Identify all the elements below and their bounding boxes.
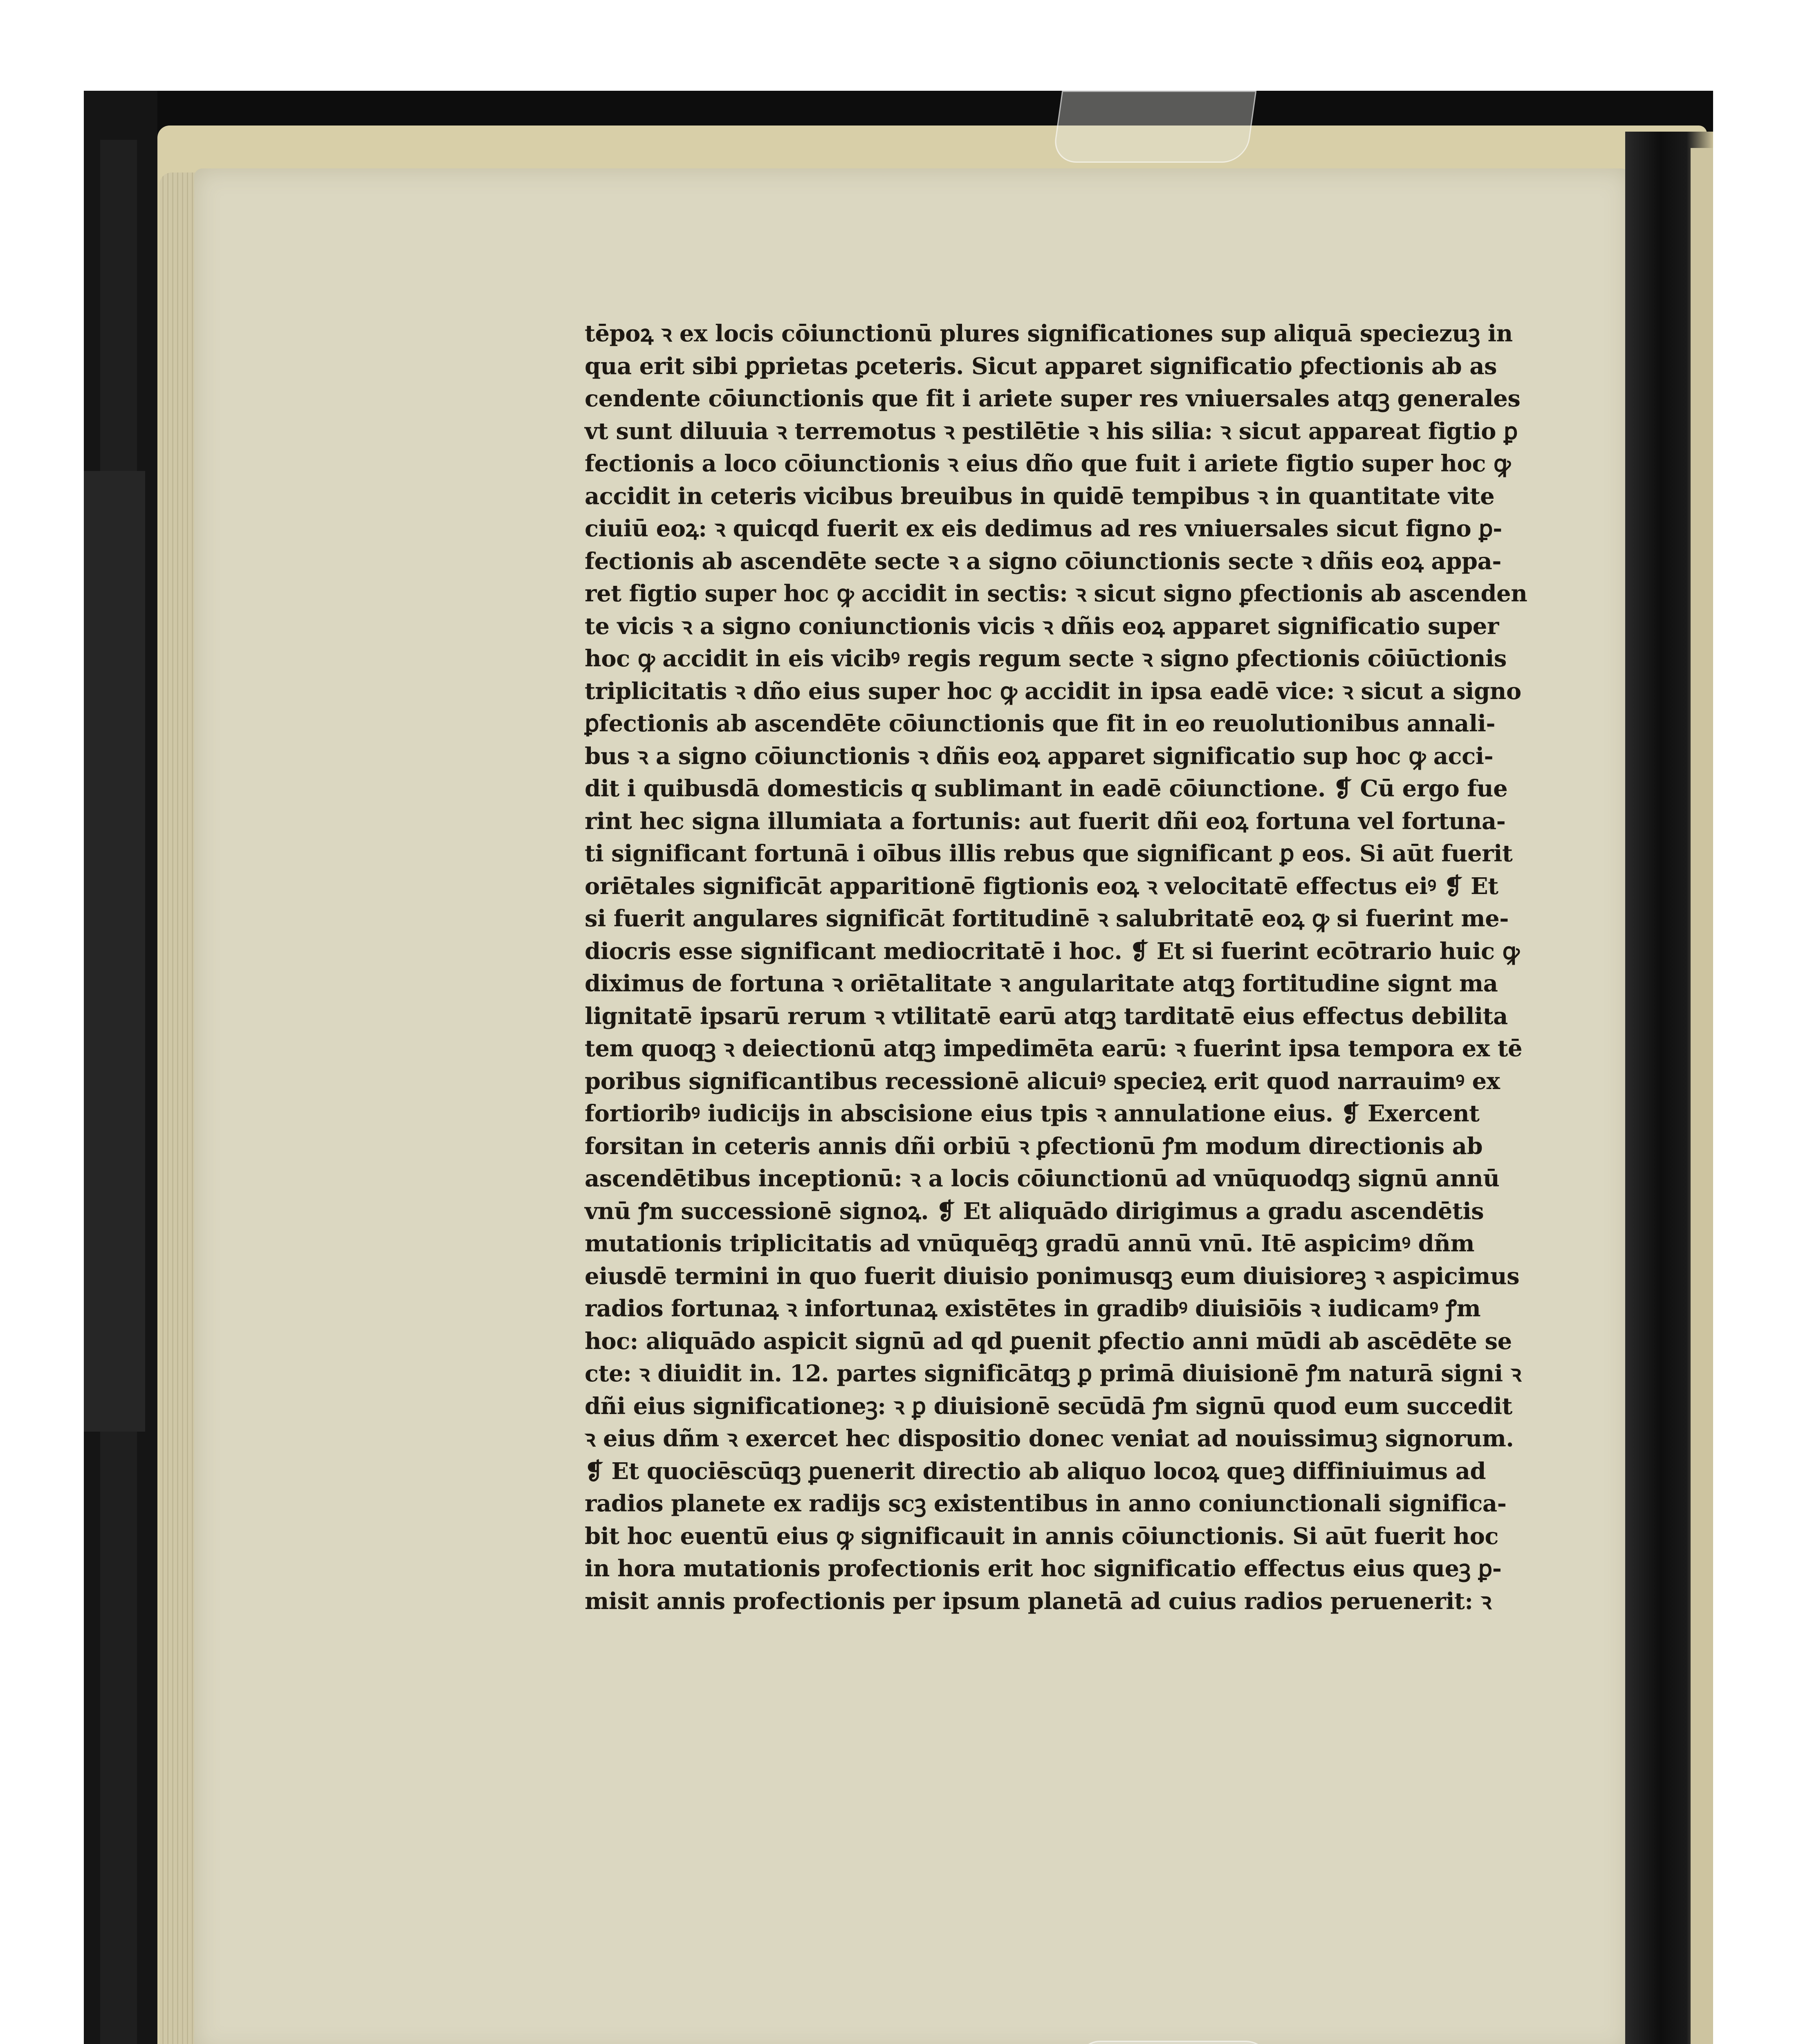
text-line: accidit in ceteris vicibus breuibus in quidē tempibus ꝛ in quantitate vite — [585, 482, 1495, 510]
text-line: bit hoc euentū eius ꝙ significauit in annis cōiunctionis. Si aūt fuerit hoc — [585, 1522, 1499, 1550]
text-line: rint hec signa illumiata a fortunis: aut fuerit dñi eoꝝ fortuna vel fortuna- — [585, 807, 1506, 835]
text-line: vt sunt diluuia ꝛ terremotus ꝛ pestilētie ꝛ his silia: ꝛ sicut appareat figtio ꝑ — [585, 417, 1518, 445]
text-line: in hora mutationis profectionis erit hoc significatio effectus eius queꝫ ꝑ- — [585, 1555, 1502, 1582]
text-line: ciuiū eoꝝ: ꝛ quicqd fuerit ex eis dedimus ad res vniuersales sicut figno ꝑ- — [585, 515, 1502, 542]
text-line: hoc ꝙ accidit in eis vicibꝰ regis regum secte ꝛ signo ꝑfectionis cōiūctionis — [585, 645, 1507, 672]
text-line: triplicitatis ꝛ dño eius super hoc ꝙ accidit in ipsa eadē vice: ꝛ sicut a signo — [585, 677, 1521, 705]
text-line: si fuerit angulares significāt fortitudinē ꝛ salubritatē eoꝝ ꝙ si fuerint me- — [585, 905, 1509, 932]
printed-text-block — [585, 318, 1633, 1618]
text-line: radios planete ex radijs scꝫ existentibus in anno coniunctionali significa- — [585, 1490, 1507, 1517]
text-line: vnū ꝭm successionē signoꝝ. ❡ Et aliquādo dirigimus a gradu ascendētis — [585, 1197, 1484, 1225]
text-line: ascendētibus inceptionū: ꝛ a locis cōiunctionū ad vnūquodqꝫ signū annū — [585, 1165, 1500, 1192]
text-line: fortioribꝰ iudicijs in abscisione eius tpis ꝛ annulatione eius. ❡ Exercent — [585, 1100, 1480, 1127]
text-line: hoc: aliquādo aspicit signū ad qd ꝑuenit ꝑfectio anni mūdi ab ascēdēte se — [585, 1327, 1512, 1355]
text-line: dit i quibusdā domesticis q sublimant in eadē cōiunctione. ❡ Cū ergo fue — [585, 775, 1508, 802]
text-line: fectionis ab ascendēte secte ꝛ a signo cōiunctionis secte ꝛ dñis eoꝝ appa- — [585, 547, 1502, 575]
text-line: ❡ Et quociēscūqꝫ ꝑuenerit directio ab aliquo locoꝝ queꝫ diffiniuimus ad — [585, 1457, 1486, 1485]
text-line: cendente cōiunctionis que fit i ariete super res vniuersales atqꝫ generales — [585, 385, 1521, 412]
text-line: cte: ꝛ diuidit in. 12. partes significātqꝫ ꝑ primā diuisionē ꝭm naturā signi ꝛ — [585, 1360, 1521, 1387]
text-line: bus ꝛ a signo cōiunctionis ꝛ dñis eoꝝ apparet significatio sup hoc ꝙ acci- — [585, 742, 1494, 770]
text-line: ret figtio super hoc ꝙ accidit in sectis: ꝛ sicut signo ꝑfectionis ab ascenden — [585, 580, 1527, 607]
text-line: qua erit sibi ꝑprietas ꝑceteris. Sicut apparet significatio ꝑfectionis ab as — [585, 352, 1497, 380]
text-line: radios fortunaꝝ ꝛ infortunaꝝ existētes in gradibꝰ diuisiōis ꝛ iudicamꝰ ꝭm — [585, 1295, 1481, 1322]
text-line: ꝛ eius dñm ꝛ exercet hec dispositio donec veniat ad nouissimuꝫ signorum. — [585, 1425, 1514, 1452]
text-line: tem quoqꝫ ꝛ deiectionū atqꝫ impedimēta earū: ꝛ fuerint ipsa tempora ex tē — [585, 1035, 1523, 1062]
text-line: ti significant fortunā i oībus illis rebus que significant ꝑ eos. Si aūt fuerit — [585, 840, 1513, 867]
text-line: mutationis triplicitatis ad vnūquēqꝫ gradū annū vnū. Itē aspicimꝰ dñm — [585, 1230, 1475, 1257]
scan-frame — [84, 91, 1713, 2044]
text-line: eiusdē termini in quo fuerit diuisio ponimusqꝫ eum diuisioreꝫ ꝛ aspicimus — [585, 1262, 1520, 1290]
text-line: fectionis a loco cōiunctionis ꝛ eius dño que fuit i ariete figtio super hoc ꝙ — [585, 450, 1511, 477]
text-line: diocris esse significant mediocritatē i hoc. ❡ Et si fuerint ecōtrario huic ꝙ — [585, 937, 1520, 965]
text-line: te vicis ꝛ a signo coniunctionis vicis ꝛ dñis eoꝝ apparet significatio super — [585, 612, 1499, 640]
text-line: tēpoꝝ ꝛ ex locis cōiunctionū plures significationes sup aliquā speciezuꝫ in — [585, 320, 1513, 347]
text-line: oriētales significāt apparitionē figtionis eoꝝ ꝛ velocitatē effectus eiꝰ ❡ Et — [585, 872, 1498, 900]
text-line: dñi eius significationeꝫ: ꝛ ꝑ diuisionē secūdā ꝭm signū quod eum succedit — [585, 1392, 1512, 1420]
page-clip-bottom — [1076, 2041, 1282, 2044]
text-line: misit annis profectionis per ipsum planetā ad cuius radios peruenerit: ꝛ — [585, 1587, 1491, 1615]
text-line: diximus de fortuna ꝛ oriētalitate ꝛ angularitate atqꝫ fortitudine signt ma — [585, 970, 1498, 997]
text-line: lignitatē ipsarū rerum ꝛ vtilitatē earū atqꝫ tarditatē eius effectus debilita — [585, 1002, 1508, 1030]
scanner-rail-inner — [84, 471, 145, 1432]
text-line: poribus significantibus recessionē alicuiꝰ specieꝝ erit quod narrauimꝰ ex — [585, 1067, 1500, 1095]
facing-page-edge — [1691, 148, 1713, 2044]
page-clip-top — [1052, 91, 1257, 163]
page-edges — [159, 173, 198, 2044]
text-line: ꝑfectionis ab ascendēte cōiunctionis que fit in eo reuolutionibus annali- — [585, 710, 1496, 737]
text-line: forsitan in ceteris annis dñi orbiū ꝛ ꝑfectionū ꝭm modum directionis ab — [585, 1132, 1483, 1160]
